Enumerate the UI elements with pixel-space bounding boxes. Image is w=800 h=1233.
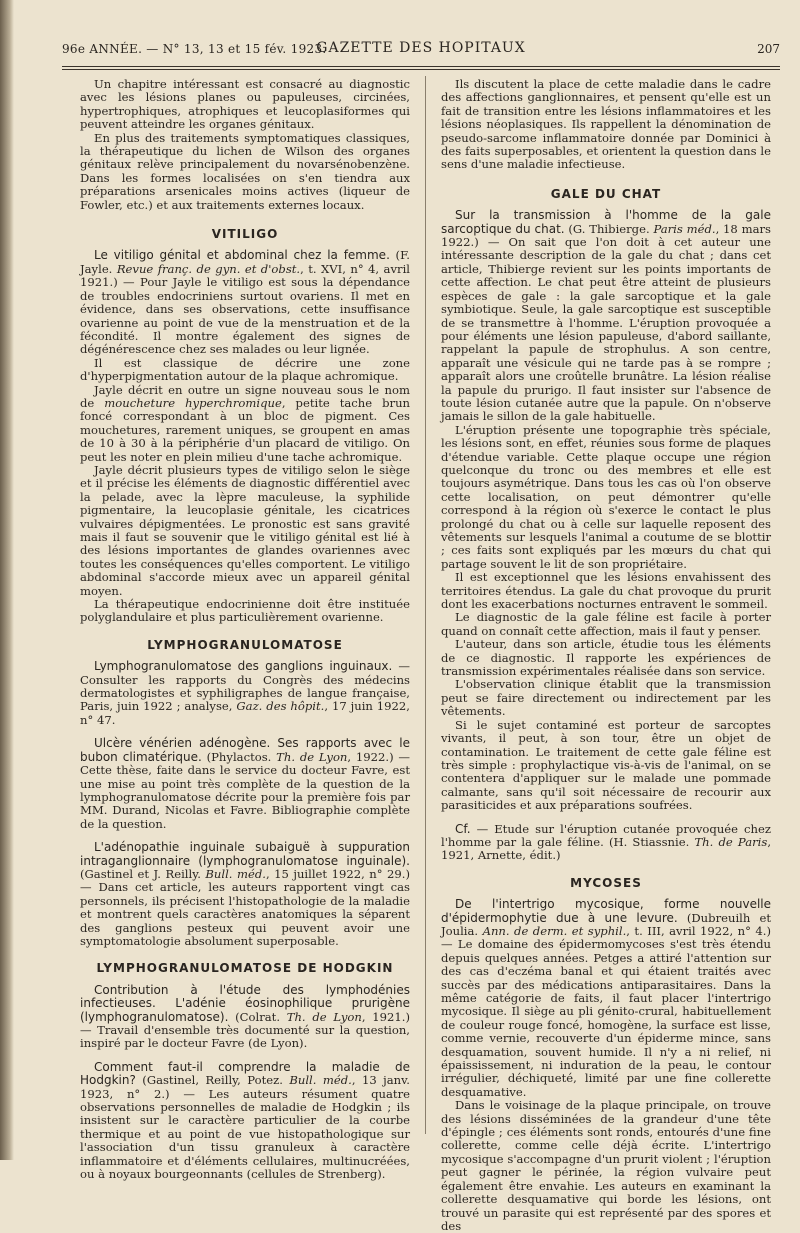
- section-heading-lymphogranulomatose: LYMPHOGRANULOMATOSE: [147, 637, 343, 652]
- article-title: Comment faut-il comprendre la maladie de Hodgkin?: [80, 1059, 410, 1088]
- article-title: Contribution à l'étude des lymphodénies infectieuses. L'adénie éosinophilique prurigène (lymphogranulomatose).: [80, 982, 410, 1024]
- article-text: — Consulter les rapports du Congrès des médecins dermatologistes et syphiligraphes de langue française, Paris, juin 1922 ; analyse,: [80, 659, 411, 714]
- issue-info: 96e ANNÉE. — N° 13, 13 et 15 fév. 1923.: [62, 42, 327, 56]
- right-column: [441, 78, 771, 1233]
- section-heading-vitiligo: VITILIGO: [211, 227, 279, 242]
- article-text: , 1922.) — Cette thèse, faite dans le service du docteur Favre, est une mise au point très complète de la question de la lymphogranulomatose décrite pour la première fois par MM. Durand, Nicolas et Favre. Bibliographie complète de la question.: [80, 749, 410, 831]
- vitiligo-paragraph-2: Il est classique de décrire une zone d'hyperpigmentation autour de la plaque achromique.: [80, 355, 410, 384]
- article-text: , 17 juin 1922, n° 47.: [80, 699, 410, 727]
- gale-paragraph-3: Il est exceptionnel que les lésions envahissent des territoires étendus. La gale du chat provoque du prurit dont les exacerbations nocturnes entravent le sommeil.: [441, 570, 771, 612]
- header-rule-top: [62, 66, 780, 67]
- article-gale-cf: [441, 823, 771, 863]
- article-title: Sur la transmission à l'homme de la gale sarcoptique du chat.: [441, 208, 771, 236]
- gale-paragraph-4: Le diagnostic de la gale féline est facile à porter quand on connaît cette affection, mais il faut y penser.: [441, 610, 771, 638]
- header-rule-bottom: [62, 69, 780, 70]
- article-text: , 13 janv. 1923, n° 2.) — Les auteurs résument quatre observations personnelles de maladie de Hodgkin ; ils insistent sur le caractère particulier de la courbe thermique et au point de vue histopathologique sur l'association d'un tissu granuleux à caractère inflammatoire et d'éléments cellulaires, multinucréées, ou à noyaux bourgeonnants (cellules de Strenberg).: [80, 1073, 410, 1182]
- column-divider: [425, 76, 426, 1134]
- article-ref: (F. Jayle.: [80, 248, 410, 276]
- article-ref: (Gastinel, Reilly, Potez.: [135, 1073, 290, 1088]
- article-text: , t. III, avril 1922, n° 4.) — Le domaine des épidermomycoses s'est très étendu depuis quelques années. Petges a attiré l'attention sur des cas d'eczéma banal et qui étaient traités avec succès par des médications antiparasitaires. Dans la même catégorie de faits, il faut placer l'intertrigo mycosique. Il siège au pli génito-crural, habituellement de couleur rouge foncé, homogène, la surface est lisse, comme vernie, recouverte d'un épiderme mince, sans desquamation, souvent humide. Il n'y a ni relief, ni épaississement, ni induration de la peau, le contour irrégulier, déchiqueté, limité par une fine collerette desquamative.: [441, 923, 772, 1099]
- journal-name: Th. de Paris: [694, 834, 768, 849]
- intro-paragraph-1: Un chapitre intéressant est consacré au diagnostic avec les lésions planes ou papuleuses, circinées, hypertrophiques, atrophiques et leucoplasiformes qui peuvent atteindre les organes génitaux.: [80, 77, 410, 132]
- article-ref: (Colrat.: [228, 1009, 287, 1024]
- article-title: L'adénopathie inguinale subaiguë à suppuration intraganglionnaire (lymphogranulomatose inguinale).: [80, 840, 410, 868]
- gale-paragraph-5: L'auteur, dans son article, étudie tous les éléments de ce diagnostic. Il rapporte les expériences de transmission expérimentales réalisée dans son service.: [441, 637, 771, 679]
- article-ref: (Dubreuilh et Joulia.: [441, 910, 771, 938]
- journal-title: GAZETTE DES HOPITAUX: [316, 40, 526, 56]
- page-number: 207: [757, 42, 780, 56]
- vitiligo-paragraph-5: La thérapeutique endocrinienne doit être instituée polyglandulaire et plus particulièrement ovarienne.: [80, 597, 410, 625]
- journal-name: Th. de Lyon: [286, 1009, 362, 1024]
- journal-name: Revue franç. de gyn. et d'obst.: [116, 261, 301, 276]
- article-text: , 1921, Arnette, édit.): [441, 834, 771, 863]
- article-ref: (Gastinel et J. Reilly.: [80, 866, 206, 881]
- journal-name: Ann. de derm. et syphil.: [482, 923, 627, 938]
- article-lympho-2: [80, 737, 410, 831]
- section-heading-mycoses: MYCOSES: [570, 875, 642, 890]
- right-intro-paragraph: Ils discutent la place de cette maladie dans le cadre des affections ganglionnaires, et pensent qu'elle est un fait de transition entre les lésions inflammatoires et les lésions néoplasiques. Ils rappellent la dénomination de pseudo-sarcome inflammatoire donnée par Dominici à des faits superposables, et orientent la question dans le sens d'une maladie infectieuse.: [441, 77, 771, 172]
- journal-name: Gaz. des hôpit.: [236, 699, 325, 714]
- intro-paragraph-2: En plus des traitements symptomatiques classiques, la thérapeutique du lichen de Wilson des organes génitaux relève principalement du novarsénobenzène. Dans les formes localisées on s'en tiendra aux préparations arsenicales moins actives (liqueur de Fowler, etc.) et aux traitements externes locaux.: [80, 130, 410, 212]
- article-gale: [441, 209, 771, 424]
- journal-name: Bull. méd.: [289, 1073, 352, 1088]
- article-mycoses: [441, 898, 771, 1099]
- article-text: , t. XVI, n° 4, avril 1921.) — Pour Jayle le vitiligo est sous la dépendance de troubles endocriniens surtout ovariens. Il met en évidence, dans ses observations, cette insuffisance ovarienne au point de vue de la menstruation et de la fécondité. Il montre également des signes de dégénérescence chez ses malades ou leur lignée.: [80, 261, 410, 357]
- article-title: Le vitiligo génital et abdominal chez la femme.: [94, 248, 390, 263]
- left-column: [80, 78, 410, 1181]
- article-vitiligo: [80, 249, 410, 356]
- binding-shadow: [0, 0, 14, 1160]
- article-lympho-3: [80, 841, 410, 948]
- article-text: — Etude sur l'éruption cutanée provoquée chez l'homme par la gale féline. (H. Stiassnie.: [441, 821, 771, 849]
- text-run: Jayle décrit en outre un signe nouveau sous le nom de: [80, 382, 410, 410]
- vitiligo-paragraph-4: Jayle décrit plusieurs types de vitiligo selon le siège et il précise les éléments de diagnostic différentiel avec la pelade, avec la lèpre maculeuse, la syphilide pigmentaire, la leucoplasie génitale, les cicatrices vulvaires dépigmentées. Le pronostic est sans gravité mais il faut se souvenir que le vitiligo génital est lié à des lésions importantes de glandes ovariennes avec toutes les conséquences qu'elles comportent. Le vitiligo abdominal s'accorde mieux avec un appareil génital moyen.: [80, 462, 410, 598]
- article-title: Lymphogranulomatose des ganglions inguinaux.: [94, 659, 393, 674]
- vitiligo-paragraph-3: [80, 384, 410, 464]
- mycoses-paragraph-2: Dans le voisinage de la plaque principale, on trouve des lésions disséminées de la grandeur d'une tête d'épingle ; ces éléments sont ronds, entourés d'une fine collerette, comme celle déjà écrite. L'intertrigo mycosique s'accompagne d'un prurit violent ; l'éruption peut gagner le périnée, la région vulvaire peut également être envahie. Les auteurs en examinant la collerette desquamative qui borde les lésions, ont trouvé un parasite qui est représenté par des spores et des: [441, 1098, 771, 1233]
- journal-name: Th. de Lyon: [276, 749, 348, 764]
- journal-name: Bull. méd.: [205, 866, 266, 881]
- section-heading-hodgkin: LYMPHOGRANULOMATOSE DE HODGKIN: [96, 961, 394, 976]
- gale-paragraph-6: L'observation clinique établit que la transmission peut se faire directement ou indirectement par les vêtements.: [441, 677, 771, 719]
- article-title: Cf.: [455, 821, 471, 836]
- article-ref: (Phylactos.: [201, 749, 277, 764]
- page-header: [62, 38, 780, 62]
- article-hodgkin-1: [80, 984, 410, 1051]
- article-text: , 15 juillet 1922, n° 29.) — Dans cet article, les auteurs rapportent vingt cas personnels, ils précisent l'histopathologie de la maladie et montrent quels caractères anatomiques la séparent des ganglions pesteux qui peuvent avoir une symptomatologie absolument superposable.: [80, 866, 410, 948]
- term: moucheture hyperchromique: [104, 395, 282, 410]
- gale-paragraph-7: Si le sujet contaminé est porteur de sarcoptes vivants, il peut, à son tour, être un objet de contamination. Le traitement de cette gale féline est très simple : prophylactique vis-à-vis de l'animal, on se contentera d'appliquer sur le malade une pommade calmante, sans qu'il soit nécessaire de recourir aux parasiticides et aux préparations soufrées.: [441, 717, 771, 813]
- article-title: De l'intertrigo mycosique, forme nouvelle d'épidermophytie due à une levure.: [441, 897, 771, 925]
- article-lympho-1: [80, 660, 410, 727]
- article-ref: (G. Thibierge.: [564, 221, 654, 236]
- article-text: , 1921.) — Travail d'ensemble très documenté sur la question, inspiré par le docteur Favre (de Lyon).: [80, 1009, 410, 1051]
- journal-name: Paris méd.: [653, 221, 716, 236]
- gale-paragraph-2: L'éruption présente une topographie très spéciale, les lésions sont, en effet, réunies sous forme de plaques d'étendue variable. Cette plaque occupe une région quelconque du tronc ou des membres et elle est toujours asymétrique. Dans tous les cas où l'on observe cette localisation, on peut démontrer qu'elle correspond à la région où s'exerce le contact le plus prolongé du chat ou à celle sur laquelle reposent des vêtements sur lesquels l'animal a coutume de se blottir ; ces faits sont expliqués par les mœurs du chat qui partage souvent le lit de son propriétaire.: [441, 422, 771, 571]
- article-hodgkin-2: [80, 1061, 410, 1182]
- section-heading-gale-du-chat: GALE DU CHAT: [550, 186, 662, 201]
- text-run: , petite tache brun foncé correspondant à un bloc de pigment. Ces mouchetures, rarement uniques, se groupent en amas de 10 à 30 à la périphérie d'un placard de vitiligo. On peut les noter en plein milieu d'une tache achromique.: [80, 395, 410, 464]
- article-text: , 18 mars 1922.) — On sait que l'on doit à cet auteur une intéressante description de la gale du chat ; dans cet article, Thibierge revient sur les points importants de cette affection. Le chat peut être atteint de plusieurs espèces de gale : la gale sarcoptique et la gale symbiotique. Seule, la gale sarcoptique est susceptible de se transmettre à l'homme. L'éruption provoquée a pour éléments une lésion papuleuse, d'abord saillante, rappelant la papule de strophulus. A son centre, apparaît une vésicule qui ne tarde pas à se rompre ; apparaît alors une croûtelle brunâtre. La lésion réalise la papule du prurigo. Il faut insister sur l'absence de toute lésion cutanée autre que la papule. On n'observe jamais le sillon de la gale habituelle.: [441, 221, 771, 424]
- article-title: Ulcère vénérien adénogène. Ses rapports avec le bubon climatérique.: [80, 736, 410, 764]
